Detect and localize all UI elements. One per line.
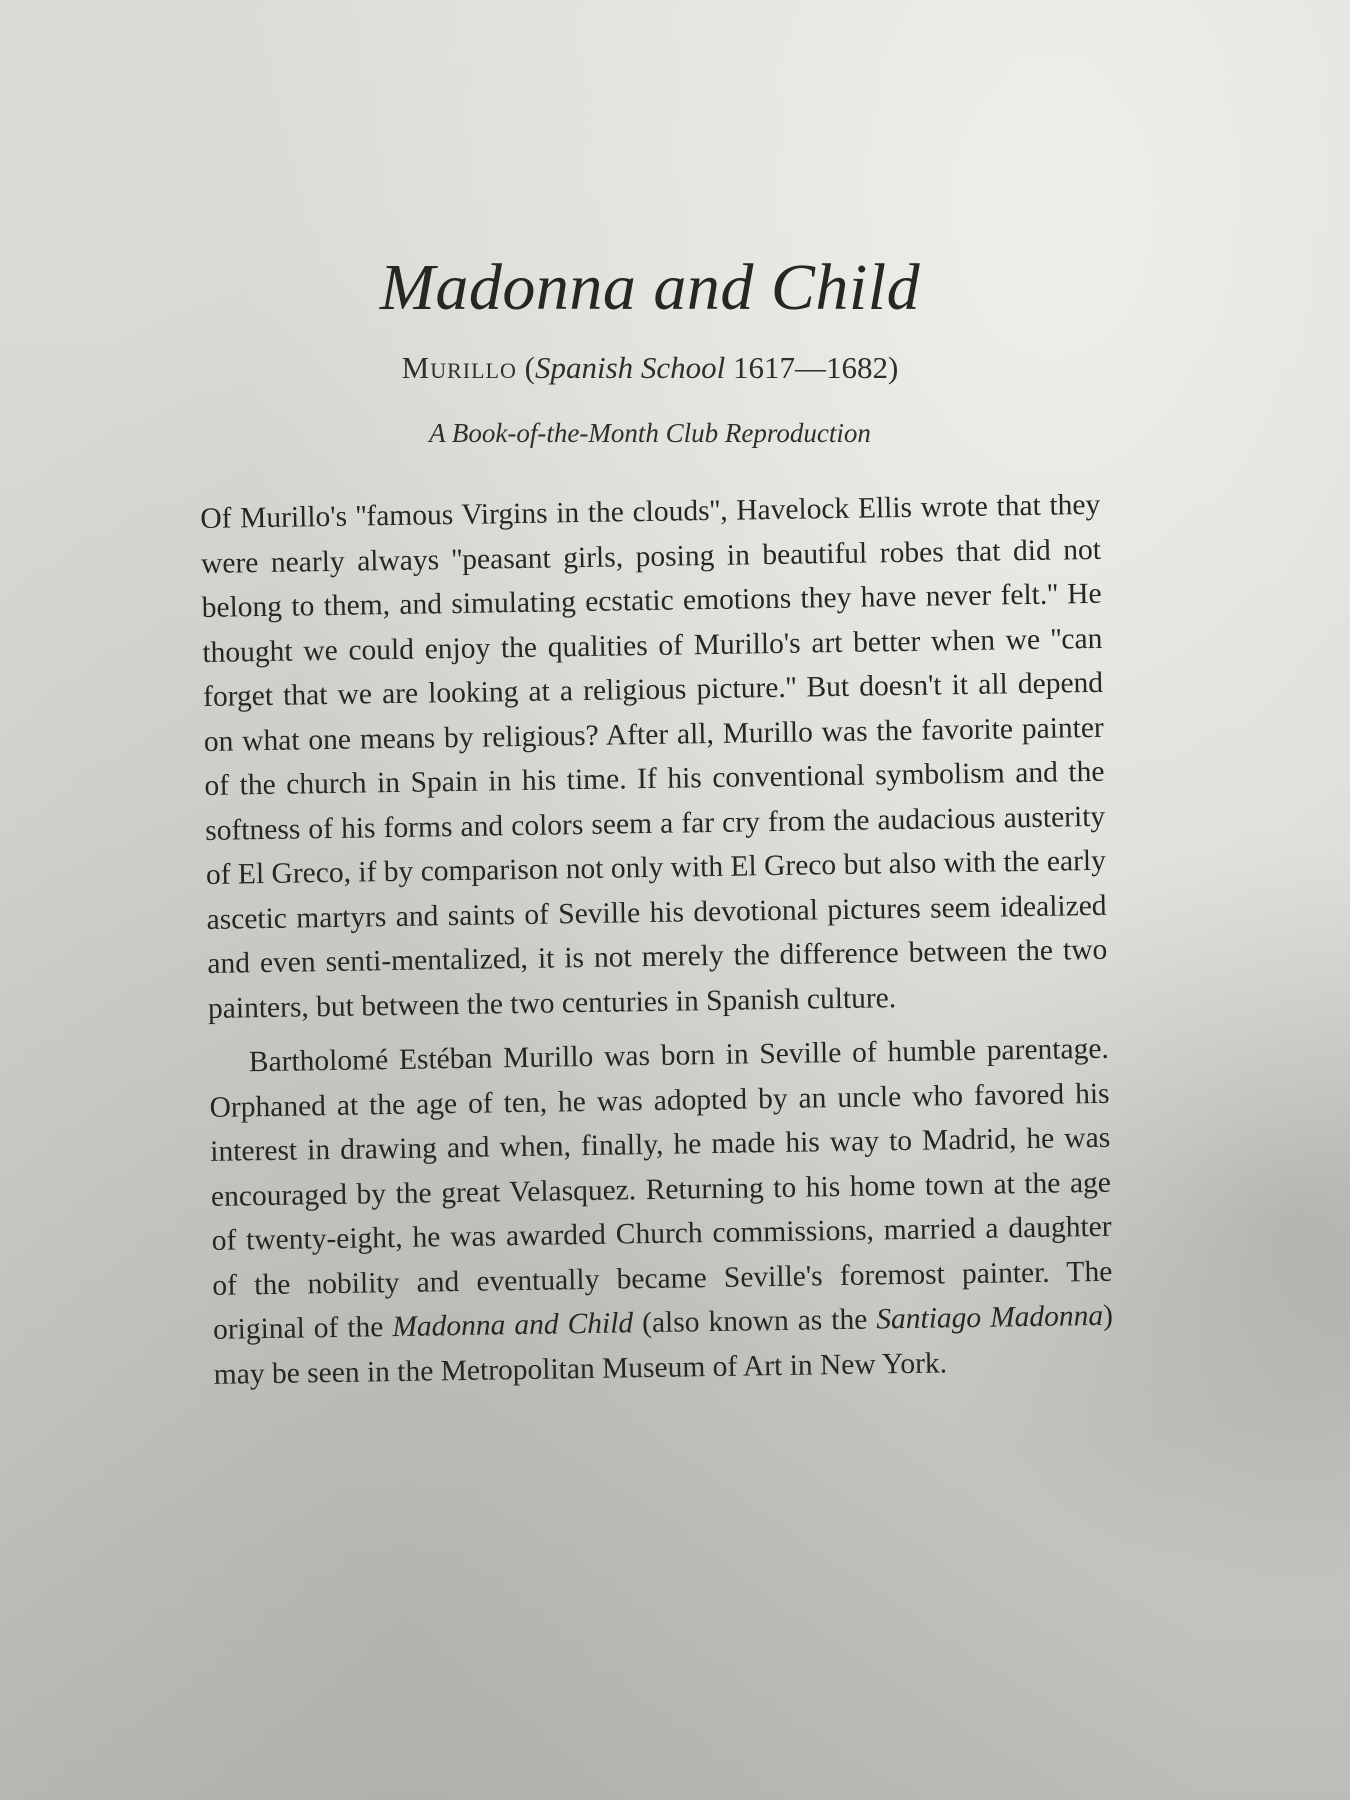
artist-open-paren: ( <box>516 350 535 385</box>
page-title: Madonna and Child <box>379 251 921 324</box>
artist-school: Spanish School <box>534 350 726 385</box>
artist-name: Murillo <box>401 350 517 385</box>
artist-line <box>0 350 1300 386</box>
paragraph-2-text-c: ) may be seen in the Metropolitan Museum of Art in New York. <box>213 1299 1114 1391</box>
paragraph-2-text-b: (also known as the <box>632 1303 877 1340</box>
paragraph-2-text-a: Bartholomé Estéban Murillo was born in Seville of humble parentage. Orphaned at the age of ten, he was adopted by an uncle who favored his interest in drawing and when, finally, he made his way to Madrid, he was encouraged by the great Velasquez. Returning to his home town at the age of twenty-eight, he was awarded Church commissions, married a daughter of the nobility and eventually became Seville's foremost painter. The original of the <box>209 1032 1113 1346</box>
page-subtitle: A Book-of-the-Month Club Reproduction <box>429 418 871 448</box>
paragraph-2-artwork-title: Madonna and Child <box>392 1307 634 1344</box>
paragraph-2-alternate-title: Santiago Madonna <box>875 1299 1104 1336</box>
artist-dates: 1617—1682) <box>725 350 899 385</box>
paragraph-1: Of Murillo's ''famous Virgins in the clouds'', Havelock Ellis wrote that they were nearly always ''peasant girls, posing in beautiful robes that did not belong to them, and simulating ecstatic emotions they have never felt.'' He thought we could enjoy the qualities of Murillo's art better when we ''can forget that we are looking at a religious picture.'' But doesn't it all depend on what one means by religious? After all, Murillo was the favorite painter of the church in Spain in his time. If his conventional symbolism and the softness of his forms and colors seem a far cry from the audacious austerity of El Greco, if by comparison not only with El Greco but also with the early ascetic martyrs and saints of Seville his devotional pictures seem idealized and even senti-mentalized, it is not merely the difference between the two painters, but between the two centuries in Spanish culture. <box>200 488 1108 1025</box>
paragraph-2 <box>209 1027 1114 1397</box>
body-text <box>200 483 1114 1397</box>
